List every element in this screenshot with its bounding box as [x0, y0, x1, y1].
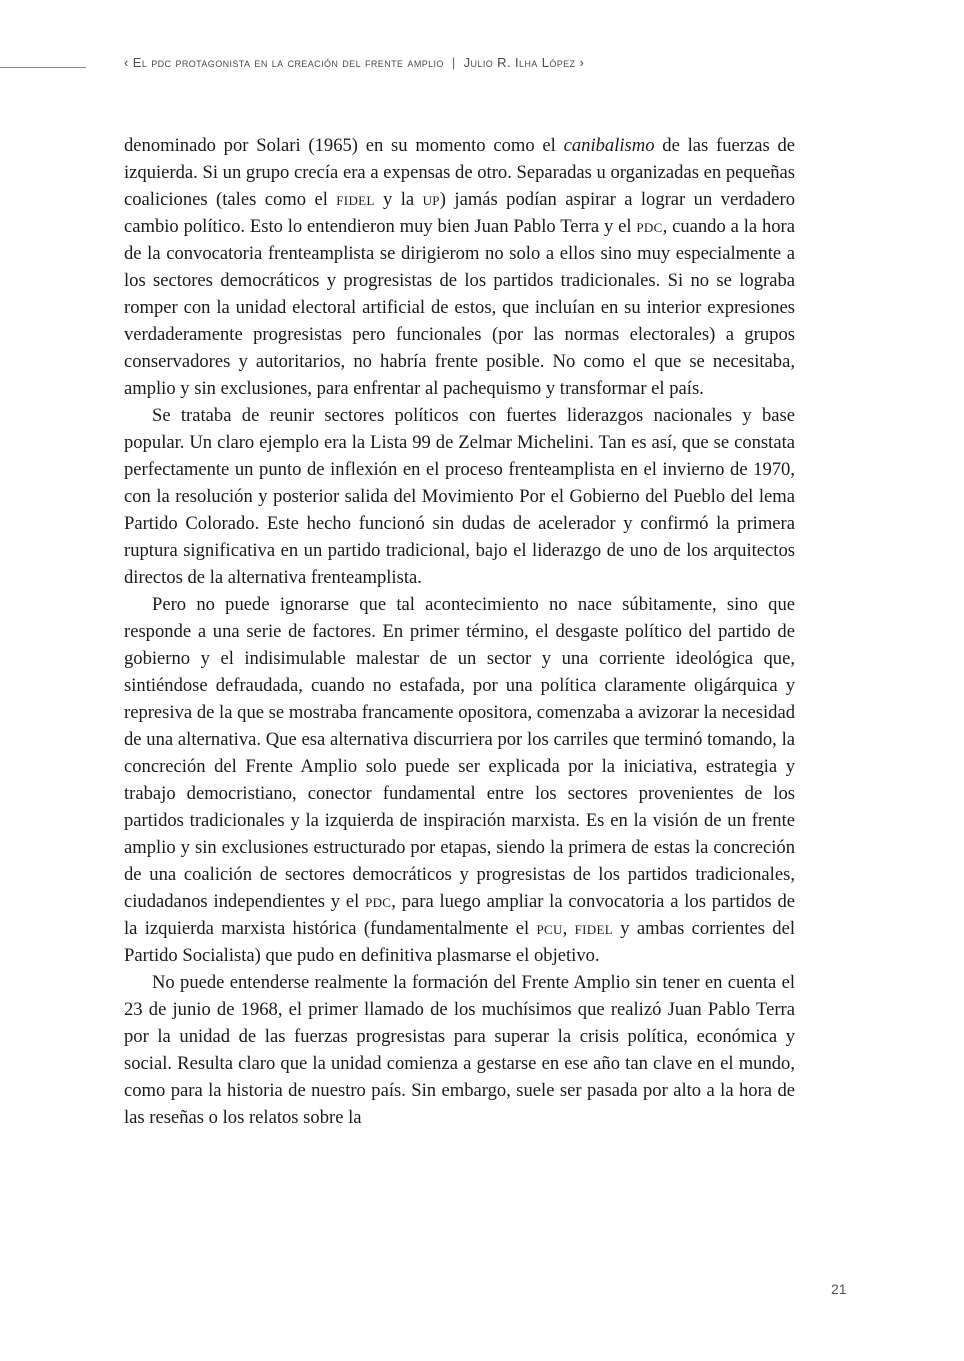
page-number: 21 — [831, 1281, 847, 1297]
paragraph-2 — [124, 402, 795, 591]
acronym: up — [422, 189, 440, 210]
header-separator: | — [451, 55, 456, 70]
header-title: El pdc protagonista en la creación del frente amplio — [132, 55, 444, 70]
paragraph-4 — [124, 969, 795, 1131]
acronym: pdc — [636, 216, 663, 237]
running-header — [124, 55, 584, 70]
text-run: y la — [374, 189, 423, 210]
header-right-chevron: › — [579, 55, 585, 70]
text-run: denominado por Solari (1965) en su momento como el — [124, 135, 564, 156]
paragraph-1 — [124, 132, 795, 402]
text-run: , — [562, 918, 575, 939]
text-run: No puede entenderse realmente la formación del Frente Amplio sin tener en cuenta el 23 de junio de 1968, el primer llamado de los muchísimos que realizó Juan Pablo Terra por la unidad de las fuerzas progresistas para superar la crisis política, económica y social. Resulta claro que la unidad comienza a gestarse en ese año tan clave en el mundo, como para la historia de nuestro país. Sin embargo, suele ser pasada por alto a la hora de las reseñas o los relatos sobre la — [124, 972, 795, 1128]
acronym: fidel — [574, 918, 613, 939]
text-run: ) jamás podían aspirar a lograr un verdadero cambio político. Esto lo entendieron muy bien Juan Pablo Terra y el — [124, 189, 795, 237]
header-author: Julio R. Ilha López — [463, 55, 576, 70]
paragraph-3 — [124, 591, 795, 969]
body-text — [124, 132, 795, 1131]
text-run: , cuando a la hora de la convocatoria frenteamplista se dirigierom no solo a ellos sino muy especialmente a los sectores democráticos y progresistas de los partidos tradicionales. Si no se lograba romper con la unidad electoral artificial de estos, que incluían en su interior expresiones verdaderamente progresistas pero funcionales (por las normas electorales) a grupos conservadores y autoritarios, no habría frente posible. No como el que se necesitaba, amplio y sin exclusiones, para enfrentar al pachequismo y transformar el país. — [124, 216, 795, 399]
header-left-chevron: ‹ — [124, 55, 129, 70]
text-run: y ambas corrientes del Partido Socialista) que pudo en definitiva plasmarse el objetivo. — [124, 918, 795, 966]
italic-term: canibalismo — [563, 135, 655, 156]
acronym: pdc — [365, 891, 392, 912]
header-rule — [0, 67, 86, 68]
acronym: pcu — [536, 918, 563, 939]
acronym: fidel — [336, 189, 375, 210]
text-run: Se trataba de reunir sectores políticos con fuertes liderazgos nacionales y base popular. Un claro ejemplo era la Lista 99 de Zelmar Michelini. Tan es así, que se constata perfectamente un punto de inflexión en el proceso frenteamplista en el invierno de 1970, con la resolución y posterior salida del Movimiento Por el Gobierno del Pueblo del lema Partido Colorado. Este hecho funcionó sin dudas de acelerador y confirmó la primera ruptura significativa en un partido tradicional, bajo el liderazgo de uno de los arquitectos directos de la alternativa frenteamplista. — [124, 405, 795, 588]
text-run: , para luego ampliar la convocatoria a los partidos de la izquierda marxista histórica (fundamentalmente el — [124, 891, 795, 939]
text-run: de las fuerzas de izquierda. Si un grupo crecía era a expensas de otro. Separadas u organizadas en pequeñas coaliciones (tales como el — [124, 135, 795, 210]
text-run: Pero no puede ignorarse que tal acontecimiento no nace súbitamente, sino que responde a una serie de factores. En primer término, el desgaste político del partido de gobierno y el indisimulable malestar de un sector y una corriente ideológica que, sintiéndose defraudada, cuando no estafada, por una política claramente oligárquica y represiva de la que se mostraba francamente opositora, comenzaba a avizorar la necesidad de una alternativa. Que esa alternativa discurriera por los carriles que terminó tomando, la concreción del Frente Amplio solo puede ser explicada por la iniciativa, estrategia y trabajo democristiano, conector fundamental entre los sectores provenientes de los partidos tradicionales y la izquierda de inspiración marxista. Es en la visión de un frente amplio y sin exclusiones estructurado por etapas, siendo la primera de estas la concreción de una coalición de sectores democráticos y progresistas de los partidos tradicionales, ciudadanos independientes y el — [124, 594, 795, 912]
